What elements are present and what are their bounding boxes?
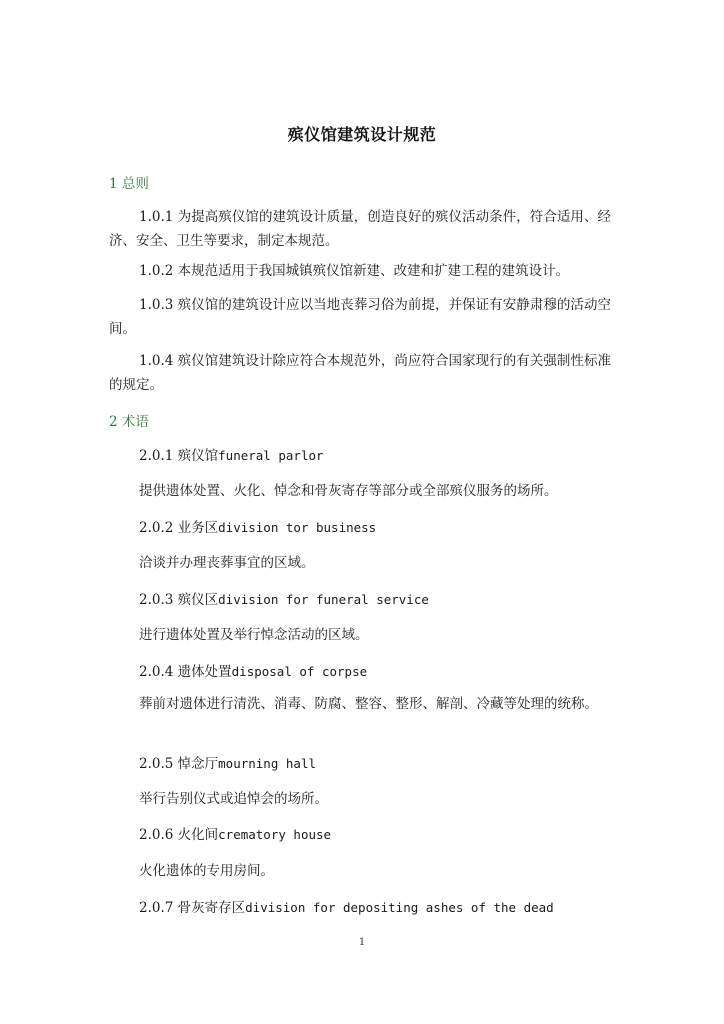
- clause-number: 1.0.1: [139, 209, 178, 225]
- term-number: 2.0.3: [139, 592, 178, 608]
- term-english: division for funeral service: [218, 592, 429, 607]
- term-number: 2.0.6: [139, 827, 178, 843]
- section-heading-general: 1 总则: [109, 176, 149, 192]
- term-name: 业务区: [177, 520, 219, 536]
- term-name: 悼念厅: [177, 756, 219, 772]
- term-name: 殡仪区: [177, 592, 219, 608]
- clause-text: 殡仪馆的建筑设计应以当地丧葬习俗为前提，并保证有安静肃穆的活动空间。: [109, 297, 611, 337]
- clause-1-0-1: [109, 205, 611, 253]
- term-number: 2.0.1: [139, 448, 178, 464]
- clause-number: 1.0.4: [139, 353, 178, 369]
- term-name: 火化间: [177, 827, 219, 843]
- document-title: 殡仪馆建筑设计规范: [287, 125, 437, 144]
- term-definition: 洽谈并办理丧葬事宜的区域。: [139, 555, 315, 571]
- term-2-0-4: [139, 660, 367, 680]
- clause-text: 为提高殡仪馆的建筑设计质量，创造良好的殡仪活动条件，符合适用、经济、安全、卫生等要求，制定本规范。: [109, 209, 611, 249]
- term-2-0-5: [139, 752, 316, 772]
- term-name: 骨灰寄存区: [177, 900, 246, 916]
- term-2-0-7: [139, 896, 554, 916]
- term-english: mourning hall: [218, 756, 316, 771]
- term-english: funeral parlor: [218, 448, 324, 463]
- term-number: 2.0.4: [139, 664, 178, 680]
- term-definition: 葬前对遗体进行清洗、消毒、防腐、整容、整形、解剖、冷藏等处理的统称。: [139, 696, 598, 712]
- term-2-0-6: [139, 823, 331, 843]
- term-english: division for depositing ashes of the dead: [245, 900, 554, 915]
- term-number: 2.0.7: [139, 900, 178, 916]
- clause-1-0-2: [109, 259, 611, 283]
- term-english: division tor business: [218, 520, 377, 535]
- term-definition: 举行告别仪式或追悼会的场所。: [139, 791, 328, 807]
- section-heading-terms: 2 术语: [109, 414, 149, 430]
- term-2-0-1: [139, 444, 324, 464]
- term-name: 遗体处置: [177, 664, 232, 680]
- page-number: 1: [358, 937, 366, 948]
- clause-number: 1.0.3: [139, 297, 178, 313]
- clause-text: 本规范适用于我国城镇殡仪馆新建、改建和扩建工程的建筑设计。: [177, 263, 570, 279]
- clause-number: 1.0.2: [139, 263, 178, 279]
- term-number: 2.0.2: [139, 520, 178, 536]
- term-2-0-3: [139, 588, 429, 608]
- term-definition: 火化遗体的专用房间。: [139, 863, 274, 879]
- clause-1-0-4: [109, 349, 611, 397]
- clause-1-0-3: [109, 293, 611, 341]
- term-number: 2.0.5: [139, 756, 178, 772]
- term-definition: 进行遗体处置及举行悼念活动的区域。: [139, 627, 369, 643]
- clause-text: 殡仪馆建筑设计除应符合本规范外，尚应符合国家现行的有关强制性标准的规定。: [109, 353, 611, 393]
- term-definition: 提供遗体处置、火化、悼念和骨灰寄存等部分或全部殡仪服务的场所。: [139, 483, 558, 499]
- term-english: crematory house: [218, 827, 332, 842]
- term-english: disposal of corpse: [231, 664, 368, 679]
- term-2-0-2: [139, 516, 376, 536]
- term-name: 殡仪馆: [177, 448, 219, 464]
